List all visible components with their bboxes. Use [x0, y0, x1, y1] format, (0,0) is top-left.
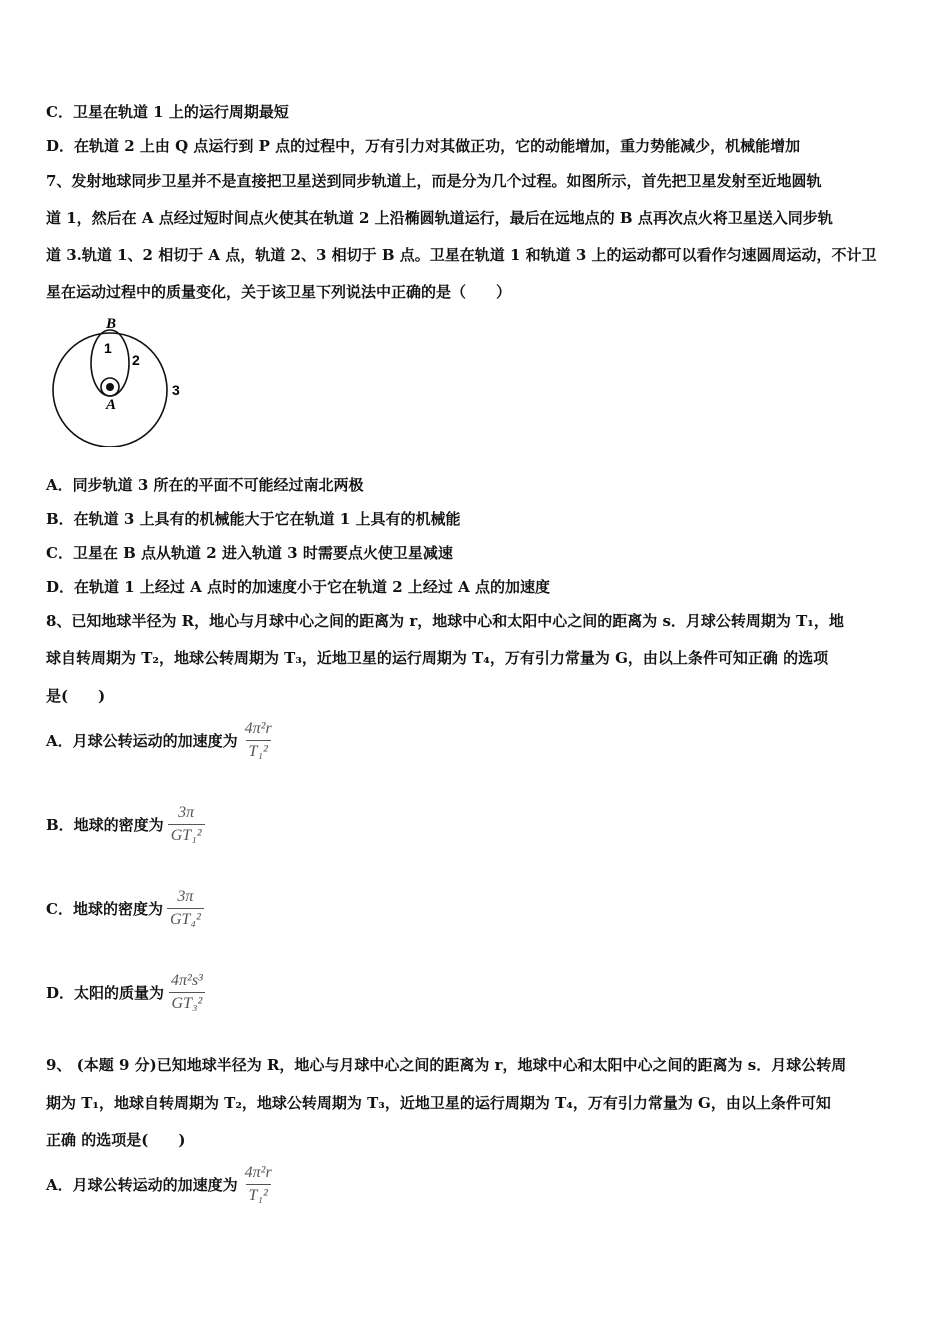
q8-option-b-formula: [168, 804, 205, 845]
q7-line-1: 7、发射地球同步卫星并不是直接把卫星送到同步轨道上，而是分为几个过程。如图所示，首先把卫星发射至近地圆轨: [46, 172, 822, 190]
q8-line-3: 是( ): [46, 687, 106, 705]
earth-dot: [106, 383, 114, 391]
q8-option-c-numerator: 3π: [177, 888, 194, 905]
q8-option-a-denominator: T₁²: [246, 740, 271, 761]
q9-line-1: 9、 (本题 9 分)已知地球半径为 R，地心与月球中心之间的距离为 r，地球中心和太阳中心之间的距离为 s．月球公转周: [46, 1056, 847, 1074]
q7-option-d: D．在轨道 1 上经过 A 点时的加速度小于它在轨道 2 上经过 A 点的加速度: [46, 578, 550, 596]
q8-line-1: 8、已知地球半径为 R，地心与月球中心之间的距离为 r，地球中心和太阳中心之间的距离为 s．月球公转周期为 T₁，地: [46, 612, 844, 630]
q7-option-a: A．同步轨道 3 所在的平面不可能经过南北两极: [46, 476, 364, 494]
q7-option-c: C．卫星在 B 点从轨道 2 进入轨道 3 时需要点火使卫星减速: [46, 544, 453, 562]
q8-option-d-numerator: 4π²s³: [171, 972, 203, 989]
q8-option-b: [46, 804, 205, 845]
label-2: 2: [132, 352, 140, 368]
prev-option-c: C．卫星在轨道 1 上的运行周期最短: [46, 103, 289, 121]
label-a: A: [106, 397, 117, 413]
q9-option-a-text: A．月球公转运动的加速度为: [46, 1176, 238, 1194]
q9-option-a-numerator: 4π²r: [244, 1164, 272, 1181]
q8-option-b-text: B．地球的密度为: [46, 816, 164, 834]
q9-option-a-denominator: T₁²: [246, 1184, 271, 1205]
q9-line-3: 正确 的选项是( ): [46, 1131, 186, 1149]
q7-line-4: 星在运动过程中的质量变化，关于该卫星下列说法中正确的是（ ）: [46, 283, 512, 301]
label-1: 1: [104, 340, 112, 356]
q8-option-d: [46, 972, 206, 1013]
label-b: B: [106, 316, 117, 332]
q8-option-d-formula: [168, 972, 206, 1013]
orbit-figure: [48, 315, 198, 447]
q7-option-b: B．在轨道 3 上具有的机械能大于它在轨道 1 上具有的机械能: [46, 510, 461, 528]
q7-line-3: 道 3.轨道 1、2 相切于 A 点，轨道 2、3 相切于 B 点。卫星在轨道 1 和轨道 3 上的运动都可以看作匀速圆周运动，不计卫: [46, 246, 877, 264]
q8-option-c-text: C．地球的密度为: [46, 900, 163, 918]
q8-option-c-denominator: GT₄²: [167, 908, 204, 929]
q8-line-2: 球自转周期为 T₂，地球公转周期为 T₃，近地卫星的运行周期为 T₄，万有引力常量为 G，由以上条件可知正确 的选项: [46, 649, 829, 667]
label-3: 3: [172, 382, 180, 398]
q8-option-b-denominator: GT₁²: [168, 824, 205, 845]
q8-option-b-numerator: 3π: [178, 804, 195, 821]
q9-option-a-formula: [242, 1164, 275, 1205]
q8-option-c-formula: [167, 888, 204, 929]
q8-option-a-formula: [242, 720, 275, 761]
q8-option-a-text: A．月球公转运动的加速度为: [46, 732, 238, 750]
q9-line-2: 期为 T₁，地球自转周期为 T₂，地球公转周期为 T₃，近地卫星的运行周期为 T₄，万有引力常量为 G，由以上条件可知: [46, 1094, 831, 1112]
q9-option-a: [46, 1164, 275, 1205]
q8-option-a-numerator: 4π²r: [244, 720, 272, 737]
prev-option-d: D．在轨道 2 上由 Q 点运行到 P 点的过程中，万有引力对其做正功，它的动能增加，重力势能减少，机械能增加: [46, 137, 801, 155]
q8-option-d-text: D．太阳的质量为: [46, 984, 165, 1002]
q8-option-c: [46, 888, 204, 929]
q8-option-d-denominator: GT₃²: [169, 992, 206, 1013]
q8-option-a: [46, 720, 275, 761]
q7-line-2: 道 1，然后在 A 点经过短时间点火使其在轨道 2 上沿椭圆轨道运行，最后在远地点的 B 点再次点火将卫星送入同步轨: [46, 209, 833, 227]
